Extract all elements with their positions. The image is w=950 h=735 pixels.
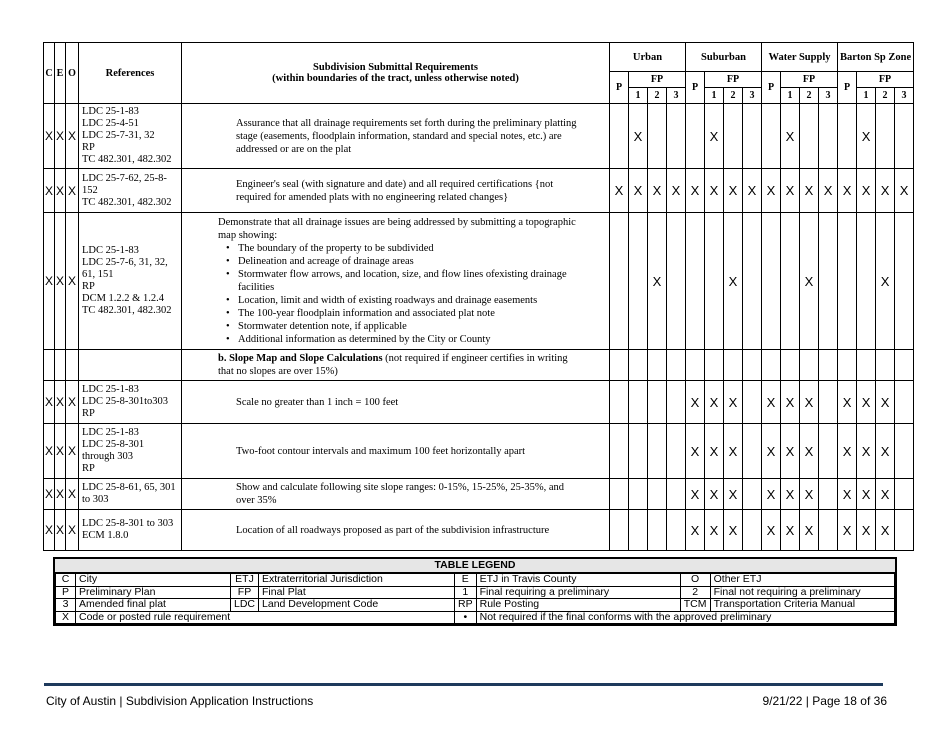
table-row: [44, 104, 914, 169]
requirement-mark: [629, 424, 648, 479]
references-header: References: [79, 43, 182, 104]
requirement-mark: X: [800, 381, 819, 424]
requirement-mark: [743, 104, 762, 169]
requirements-table: [43, 42, 914, 551]
empty-cell: [610, 350, 629, 381]
legend-code: 3: [56, 599, 76, 612]
references-cell: [79, 510, 182, 551]
requirement-mark: X: [762, 479, 781, 510]
zone-3-fp-header: FP: [857, 72, 914, 88]
requirement-mark: [895, 479, 914, 510]
legend-code: C: [56, 574, 76, 587]
requirement-mark: X: [705, 424, 724, 479]
requirement-mark: [781, 213, 800, 350]
requirement-mark: X: [743, 169, 762, 213]
requirement-mark: X: [857, 479, 876, 510]
references-cell: [79, 381, 182, 424]
empty-cell: [724, 350, 743, 381]
requirement-mark: [610, 104, 629, 169]
requirement-mark: X: [667, 169, 686, 213]
bullet-item: • The 100-year floodplain information and associated plat note: [238, 307, 581, 320]
empty-cell: [838, 350, 857, 381]
zone-1-fp-num-header: 1: [705, 88, 724, 104]
requirement-mark: [838, 104, 857, 169]
reference-line: LDC 25-7-62, 25-8-: [82, 172, 167, 184]
zone-1-fp-header: FP: [705, 72, 762, 88]
legend-code: •: [455, 611, 477, 624]
requirement-mark: X: [686, 479, 705, 510]
requirement-mark: X: [762, 381, 781, 424]
empty-cell: [762, 350, 781, 381]
bullet-item: • The boundary of the property to be subdivided: [238, 242, 581, 255]
requirement-mark: [895, 381, 914, 424]
bullet-item: • Stormwater detention note, if applicable: [238, 320, 581, 333]
legend-meaning: Amended final plat: [76, 599, 231, 612]
reference-line: to 303: [82, 494, 109, 505]
requirement-mark: X: [705, 169, 724, 213]
reference-line: 152: [82, 184, 98, 196]
requirement-mark: X: [857, 169, 876, 213]
legend-meaning: Rule Posting: [476, 599, 680, 612]
legend-meaning: City: [76, 574, 231, 587]
legend-meaning: Not required if the final conforms with the approved preliminary: [476, 611, 894, 624]
zone-2-fp-num-header: 1: [781, 88, 800, 104]
zone-3-fp-num-header: 2: [876, 88, 895, 104]
requirement-mark: X: [724, 169, 743, 213]
requirement-mark: X: [781, 381, 800, 424]
ceo-mark: X: [66, 424, 79, 479]
requirement-mark: X: [648, 169, 667, 213]
requirement-mark: X: [686, 169, 705, 213]
reference-line: LDC 25-7-6, 31, 32,: [82, 257, 168, 268]
table-row: [44, 169, 914, 213]
requirement-mark: [895, 213, 914, 350]
requirement-mark: X: [838, 479, 857, 510]
col-o-header: O: [66, 43, 79, 104]
ceo-mark: X: [66, 169, 79, 213]
reference-line: DCM 1.2.2 & 1.2.4: [82, 293, 164, 304]
empty-cell: [800, 350, 819, 381]
reference-line: LDC 25-1-83: [82, 384, 139, 395]
legend-meaning: Transportation Criteria Manual: [710, 599, 894, 612]
requirement-mark: [819, 213, 838, 350]
requirement-mark: [762, 104, 781, 169]
requirement-mark: X: [800, 424, 819, 479]
zone-2-fp-header: FP: [781, 72, 838, 88]
zone-water-supply-header: Water Supply: [762, 43, 838, 72]
table-row: [44, 510, 914, 551]
requirement-cell: [182, 169, 610, 213]
requirement-intro: Demonstrate that all drainage issues are being addressed by submitting a topographic map showing:: [218, 217, 576, 241]
requirement-mark: X: [895, 169, 914, 213]
requirement-mark: X: [838, 169, 857, 213]
ceo-mark: X: [44, 213, 55, 350]
reference-line: LDC 25-4-51: [82, 118, 139, 129]
requirement-cell: [182, 213, 610, 350]
requirement-mark: X: [838, 381, 857, 424]
requirement-mark: X: [781, 424, 800, 479]
zone-2-fp-num-header: 3: [819, 88, 838, 104]
bullet-item: • Additional information as determined by the City or County: [238, 333, 581, 346]
reference-line: LDC 25-1-83: [82, 245, 139, 256]
requirement-mark: X: [819, 169, 838, 213]
requirement-text: Show and calculate following site slope ranges: 0-15%, 15-25%, 25-35%, and over 35%: [236, 482, 565, 506]
legend-title: TABLE LEGEND: [55, 559, 895, 573]
zone-1-p-header: P: [686, 72, 705, 104]
col-e-header: E: [55, 43, 66, 104]
zone-0-fp-num-header: 2: [648, 88, 667, 104]
requirement-mark: [705, 213, 724, 350]
requirement-mark: [800, 104, 819, 169]
legend-meaning: Final requiring a preliminary: [476, 586, 680, 599]
requirement-mark: X: [724, 424, 743, 479]
reference-line: LDC 25-8-301: [82, 439, 145, 450]
reference-line: RP: [82, 408, 95, 419]
reference-line: LDC 25-1-83: [82, 106, 139, 117]
references-cell: [79, 479, 182, 510]
zone-3-fp-num-header: 3: [895, 88, 914, 104]
zone-1-fp-num-header: 3: [743, 88, 762, 104]
references-cell: [79, 213, 182, 350]
requirement-mark: X: [781, 479, 800, 510]
requirement-mark: X: [705, 479, 724, 510]
empty-cell: [857, 350, 876, 381]
section-note: (not required if engineer certifies in writing that no slopes are over 15%): [218, 353, 568, 377]
requirement-mark: [629, 479, 648, 510]
reference-line: TC 482.301, 482.302: [82, 196, 172, 208]
reference-line: ECM 1.8.0: [82, 530, 129, 541]
requirement-text: Assurance that all drainage requirements set forth during the preliminary platting stage (easements, floodplain information, standard and special notes, etc.) are addressed or are on the plat: [236, 117, 577, 155]
requirement-mark: X: [838, 510, 857, 551]
reference-line: RP: [82, 142, 95, 153]
requirement-mark: X: [724, 510, 743, 551]
requirement-mark: X: [781, 169, 800, 213]
requirement-mark: [610, 510, 629, 551]
ceo-mark: X: [55, 104, 66, 169]
table-row: [44, 479, 914, 510]
requirement-mark: [895, 104, 914, 169]
table-row: [44, 381, 914, 424]
references-cell: [79, 424, 182, 479]
ceo-mark: X: [55, 213, 66, 350]
legend-meaning: Other ETJ: [710, 574, 894, 587]
requirement-mark: [667, 104, 686, 169]
reference-line: through 303: [82, 451, 134, 462]
requirement-mark: X: [876, 381, 895, 424]
reference-line: LDC 25-8-61, 65, 301: [82, 482, 176, 493]
ceo-mark: X: [66, 104, 79, 169]
requirement-mark: X: [800, 169, 819, 213]
empty-cell: [55, 350, 66, 381]
ceo-mark: X: [44, 510, 55, 551]
legend-row: [56, 611, 895, 624]
ceo-mark: X: [44, 169, 55, 213]
zone-0-p-header: P: [610, 72, 629, 104]
empty-cell: [66, 350, 79, 381]
requirement-cell: [182, 479, 610, 510]
legend-code: LDC: [231, 599, 259, 612]
ceo-mark: X: [66, 381, 79, 424]
ceo-mark: X: [44, 424, 55, 479]
ceo-mark: X: [55, 510, 66, 551]
requirement-text: Engineer's seal (with signature and date) and all required certifications {not required for amended plats with no engineering related changes}: [236, 178, 554, 203]
requirement-mark: X: [705, 381, 724, 424]
ceo-mark: X: [55, 381, 66, 424]
empty-cell: [743, 350, 762, 381]
reference-line: TC 482.301, 482.302: [82, 154, 172, 165]
ceo-mark: X: [55, 169, 66, 213]
ceo-mark: X: [66, 479, 79, 510]
legend-meaning: Preliminary Plan: [76, 586, 231, 599]
requirement-mark: [819, 479, 838, 510]
requirement-mark: [629, 510, 648, 551]
reference-line: LDC 25-1-83: [82, 427, 139, 438]
empty-cell: [44, 350, 55, 381]
requirement-mark: [629, 213, 648, 350]
requirement-mark: X: [762, 169, 781, 213]
zone-barton-header: Barton Sp Zone: [838, 43, 914, 72]
legend-code: X: [56, 611, 76, 624]
requirement-mark: [743, 381, 762, 424]
ceo-mark: X: [55, 479, 66, 510]
col-c-header: C: [44, 43, 55, 104]
requirement-mark: X: [686, 510, 705, 551]
reference-line: 61, 151: [82, 269, 114, 280]
zone-0-fp-header: FP: [629, 72, 686, 88]
requirement-mark: X: [724, 479, 743, 510]
legend-row: [56, 586, 895, 599]
reference-line: LDC 25-8-301to303: [82, 396, 169, 407]
requirement-mark: X: [876, 169, 895, 213]
requirement-mark: X: [781, 510, 800, 551]
requirements-title: Subdivision Submittal Requirements: [313, 62, 478, 73]
requirement-mark: X: [800, 510, 819, 551]
legend-code: ETJ: [231, 574, 259, 587]
requirement-cell: [182, 424, 610, 479]
zone-suburban-header: Suburban: [686, 43, 762, 72]
requirement-mark: [648, 104, 667, 169]
requirements-header: [182, 43, 610, 104]
requirement-mark: [667, 510, 686, 551]
ceo-mark: X: [44, 381, 55, 424]
legend-code: E: [455, 574, 477, 587]
empty-cell: [781, 350, 800, 381]
requirement-mark: [743, 213, 762, 350]
legend-meaning: Final Plat: [259, 586, 455, 599]
zone-3-fp-num-header: 1: [857, 88, 876, 104]
bullet-item: • Delineation and acreage of drainage areas: [238, 255, 581, 268]
requirement-mark: X: [686, 381, 705, 424]
legend-meaning: Code or posted rule requirement: [76, 611, 455, 624]
requirement-mark: [762, 213, 781, 350]
requirement-mark: X: [857, 104, 876, 169]
ceo-mark: X: [66, 510, 79, 551]
requirement-mark: [648, 381, 667, 424]
section-heading: [182, 350, 610, 381]
zone-2-fp-num-header: 2: [800, 88, 819, 104]
requirement-mark: [648, 510, 667, 551]
reference-line: TC 482.301, 482.302: [82, 305, 172, 316]
zone-2-p-header: P: [762, 72, 781, 104]
requirement-mark: [667, 213, 686, 350]
requirement-mark: X: [857, 381, 876, 424]
requirement-mark: X: [705, 104, 724, 169]
legend-code: 1: [455, 586, 477, 599]
requirement-mark: [610, 479, 629, 510]
empty-cell: [648, 350, 667, 381]
requirement-mark: [895, 510, 914, 551]
legend-row: [56, 574, 895, 587]
requirement-mark: [724, 104, 743, 169]
requirement-mark: X: [762, 510, 781, 551]
zone-0-fp-num-header: 1: [629, 88, 648, 104]
legend-row: [56, 599, 895, 612]
requirement-mark: [667, 479, 686, 510]
requirement-mark: [819, 381, 838, 424]
legend-meaning: Final not requiring a preliminary: [710, 586, 894, 599]
requirement-mark: X: [857, 510, 876, 551]
requirement-mark: [648, 479, 667, 510]
requirement-mark: [686, 213, 705, 350]
ceo-mark: X: [44, 479, 55, 510]
requirement-cell: [182, 510, 610, 551]
requirement-mark: [610, 424, 629, 479]
legend-meaning: Extraterritorial Jurisdiction: [259, 574, 455, 587]
requirement-bullets: [218, 242, 581, 346]
requirement-mark: X: [876, 510, 895, 551]
table-row: [44, 350, 914, 381]
requirement-mark: [876, 104, 895, 169]
requirement-mark: [648, 424, 667, 479]
empty-cell: [629, 350, 648, 381]
requirement-mark: X: [648, 213, 667, 350]
empty-cell: [667, 350, 686, 381]
requirement-cell: [182, 104, 610, 169]
requirement-mark: [819, 424, 838, 479]
requirement-mark: X: [705, 510, 724, 551]
ceo-mark: X: [55, 424, 66, 479]
legend-meaning: Land Development Code: [259, 599, 455, 612]
requirement-mark: [895, 424, 914, 479]
references-cell: [79, 104, 182, 169]
requirement-mark: [838, 213, 857, 350]
references-cell: [79, 169, 182, 213]
requirement-mark: X: [838, 424, 857, 479]
requirement-mark: [667, 424, 686, 479]
ceo-mark: X: [66, 213, 79, 350]
requirements-subtitle: (within boundaries of the tract, unless otherwise noted): [272, 73, 519, 84]
footer-left: City of Austin | Subdivision Application Instructions: [46, 694, 314, 708]
requirement-mark: [743, 479, 762, 510]
zone-urban-header: Urban: [610, 43, 686, 72]
legend-code: O: [680, 574, 710, 587]
requirement-mark: X: [876, 479, 895, 510]
table-legend: [53, 557, 897, 626]
reference-line: LDC 25-7-31, 32: [82, 130, 155, 141]
reference-line: LDC 25-8-301 to 303: [82, 518, 174, 529]
empty-cell: [705, 350, 724, 381]
requirement-mark: [629, 381, 648, 424]
zone-1-fp-num-header: 2: [724, 88, 743, 104]
table-row: [44, 213, 914, 350]
requirement-mark: [743, 424, 762, 479]
requirement-mark: X: [610, 169, 629, 213]
requirement-mark: X: [724, 213, 743, 350]
requirement-mark: [819, 104, 838, 169]
empty-cell: [895, 350, 914, 381]
requirement-mark: X: [857, 424, 876, 479]
requirement-mark: [819, 510, 838, 551]
requirement-mark: X: [629, 169, 648, 213]
footer-right: 9/21/22 | Page 18 of 36: [762, 694, 887, 708]
requirement-mark: [610, 213, 629, 350]
requirement-mark: X: [876, 424, 895, 479]
requirement-mark: X: [800, 213, 819, 350]
requirement-text: Location of all roadways proposed as part of the subdivision infrastructure: [236, 524, 550, 536]
table-row: [44, 424, 914, 479]
reference-line: RP: [82, 463, 95, 474]
requirement-mark: [743, 510, 762, 551]
reference-line: RP: [82, 281, 95, 292]
zone-0-fp-num-header: 3: [667, 88, 686, 104]
bullet-item: • Location, limit and width of existing roadways and drainage easements: [238, 294, 581, 307]
requirement-mark: X: [629, 104, 648, 169]
ceo-mark: X: [44, 104, 55, 169]
legend-code: FP: [231, 586, 259, 599]
requirement-mark: X: [876, 213, 895, 350]
empty-cell: [686, 350, 705, 381]
requirement-mark: [857, 213, 876, 350]
requirement-mark: [686, 104, 705, 169]
empty-cell: [79, 350, 182, 381]
legend-code: 2: [680, 586, 710, 599]
empty-cell: [876, 350, 895, 381]
footer-rule: [44, 683, 883, 686]
requirement-text: Two-foot contour intervals and maximum 100 feet horizontally apart: [236, 445, 526, 457]
requirement-mark: X: [762, 424, 781, 479]
requirement-mark: X: [686, 424, 705, 479]
requirement-mark: [610, 381, 629, 424]
requirement-text: Scale no greater than 1 inch = 100 feet: [236, 396, 399, 408]
bullet-item: • Stormwater flow arrows, and location, size, and flow lines ofexisting drainage facilities: [238, 268, 581, 294]
zone-3-p-header: P: [838, 72, 857, 104]
requirement-mark: X: [724, 381, 743, 424]
requirement-mark: [667, 381, 686, 424]
legend-code: RP: [455, 599, 477, 612]
requirement-mark: X: [800, 479, 819, 510]
section-title: b. Slope Map and Slope Calculations: [218, 353, 383, 364]
legend-code: TCM: [680, 599, 710, 612]
requirement-mark: X: [781, 104, 800, 169]
legend-code: P: [56, 586, 76, 599]
requirement-cell: [182, 381, 610, 424]
legend-meaning: ETJ in Travis County: [476, 574, 680, 587]
empty-cell: [819, 350, 838, 381]
